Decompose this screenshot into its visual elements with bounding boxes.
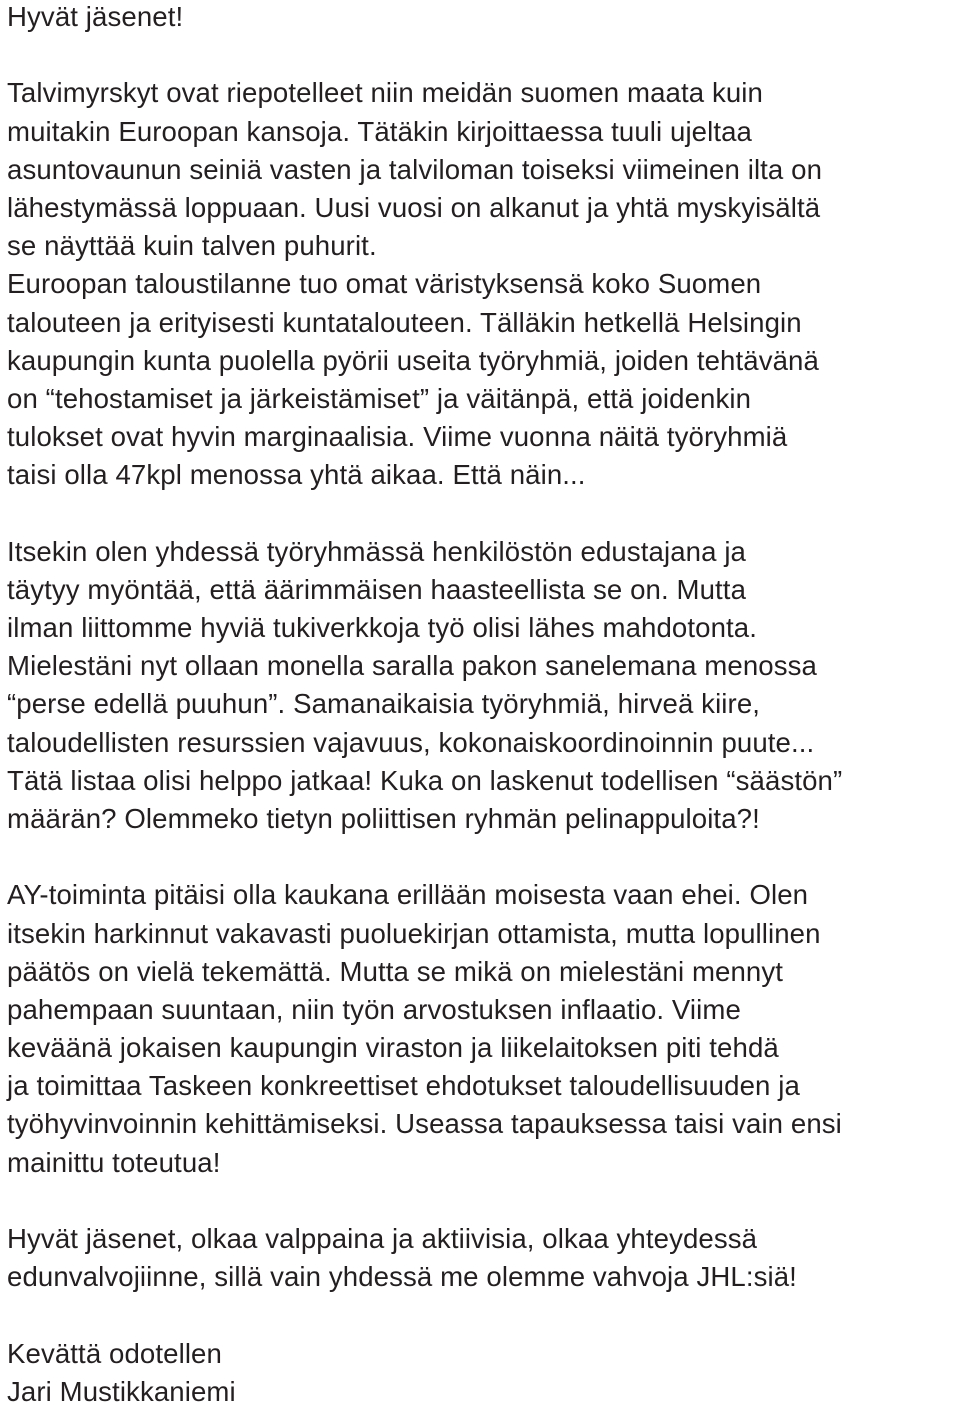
paragraph-line: Hyvät jäsenet, olkaa valppaina ja aktiivisia, olkaa yhteydessä bbox=[7, 1223, 758, 1254]
paragraph-line: on “tehostamiset ja järkeistämiset” ja väitänpä, että joidenkin bbox=[7, 382, 752, 414]
paragraph-spacer bbox=[7, 838, 957, 876]
paragraph-line: AY-toiminta pitäisi olla kaukana erillään moisesta vaan ehei. Olen bbox=[7, 879, 809, 911]
paragraph-line: Euroopan taloustilanne tuo omat väristyksensä koko Suomen bbox=[7, 268, 762, 300]
paragraph-4 bbox=[7, 1220, 957, 1296]
paragraph-line: kaupungin kunta puolella pyörii useita työryhmiä, joiden tehtävänä bbox=[7, 344, 819, 376]
paragraph-line: lähestymässä loppuaan. Uusi vuosi on alkanut ja yhtä myskyisältä bbox=[7, 191, 821, 223]
paragraph-line: päätös on vielä tekemättä. Mutta se mikä on mielestäni mennyt bbox=[7, 955, 784, 987]
greeting: Hyvät jäsenet! bbox=[7, 1, 184, 32]
paragraph-line: edunvalvojiinne, sillä vain yhdessä me olemme vahvoja JHL:siä! bbox=[7, 1261, 797, 1293]
paragraph-line: pahempaan suuntaan, niin työn arvostuksen inflaatio. Viime bbox=[7, 993, 741, 1025]
closing: Kevättä odotellen bbox=[7, 1337, 222, 1369]
paragraph-line: “perse edellä puuhun”. Samanaikaisia työryhmiä, hirveä kiire, bbox=[7, 688, 761, 720]
paragraph-line: talouteen ja erityisesti kuntatalouteen. Tälläkin hetkellä Helsingin bbox=[7, 306, 802, 338]
paragraph-line: asuntovaunun seiniä vasten ja talviloman toiseksi viimeinen ilta on bbox=[7, 153, 823, 185]
paragraph-2 bbox=[7, 533, 957, 839]
paragraph-line: ja toimittaa Taskeen konkreettiset ehdotukset taloudellisuuden ja bbox=[7, 1070, 800, 1102]
paragraph-line: se näyttää kuin talven puhurit. bbox=[7, 230, 377, 262]
paragraph-line: keväänä jokaisen kaupungin viraston ja liikelaitoksen piti tehdä bbox=[7, 1032, 779, 1064]
paragraph-line: Mielestäni nyt ollaan monella saralla pakon sanelemana menossa bbox=[7, 650, 817, 682]
paragraph-line: itsekin harkinnut vakavasti puoluekirjan ottamista, mutta lopullinen bbox=[7, 917, 821, 949]
paragraph-line: Tätä listaa olisi helppo jatkaa! Kuka on laskenut todellisen “säästön” bbox=[7, 764, 843, 796]
paragraph-line: Talvimyrskyt ovat riepotelleet niin meidän suomen maata kuin bbox=[7, 77, 763, 109]
paragraph-3 bbox=[7, 876, 957, 1182]
paragraph-line: taisi olla 47kpl menossa yhtä aikaa. Että näin... bbox=[7, 459, 586, 491]
paragraph-spacer bbox=[7, 494, 957, 532]
paragraph-line: muitakin Euroopan kansoja. Tätäkin kirjoittaessa tuuli ujeltaa bbox=[7, 115, 753, 147]
letter-page bbox=[7, 0, 957, 1411]
paragraph-line: Itsekin olen yhdessä työryhmässä henkilöstön edustajana ja bbox=[7, 535, 747, 567]
paragraph-line: tulokset ovat hyvin marginaalisia. Viime vuonna näitä työryhmiä bbox=[7, 421, 788, 453]
paragraph-spacer bbox=[7, 36, 957, 74]
paragraph-line: täytyy myöntää, että äärimmäisen haasteellista se on. Mutta bbox=[7, 573, 747, 605]
paragraph-line: työhyvinvoinnin kehittämiseksi. Useassa tapauksessa taisi vain ensi bbox=[7, 1108, 842, 1140]
paragraph-spacer bbox=[7, 1182, 957, 1220]
paragraph-spacer bbox=[7, 1296, 957, 1334]
signature: Jari Mustikkaniemi bbox=[7, 1375, 236, 1407]
paragraph-line: määrän? Olemmeko tietyn poliittisen ryhmän pelinappuloita?! bbox=[7, 802, 760, 834]
paragraph-1 bbox=[7, 74, 957, 494]
paragraph-line: taloudellisten resurssien vajavuus, kokonaiskoordinoinnin puute... bbox=[7, 726, 815, 758]
paragraph-line: mainittu toteutua! bbox=[7, 1146, 221, 1178]
paragraph-line: ilman liittomme hyviä tukiverkkoja työ olisi lähes mahdotonta. bbox=[7, 612, 758, 643]
